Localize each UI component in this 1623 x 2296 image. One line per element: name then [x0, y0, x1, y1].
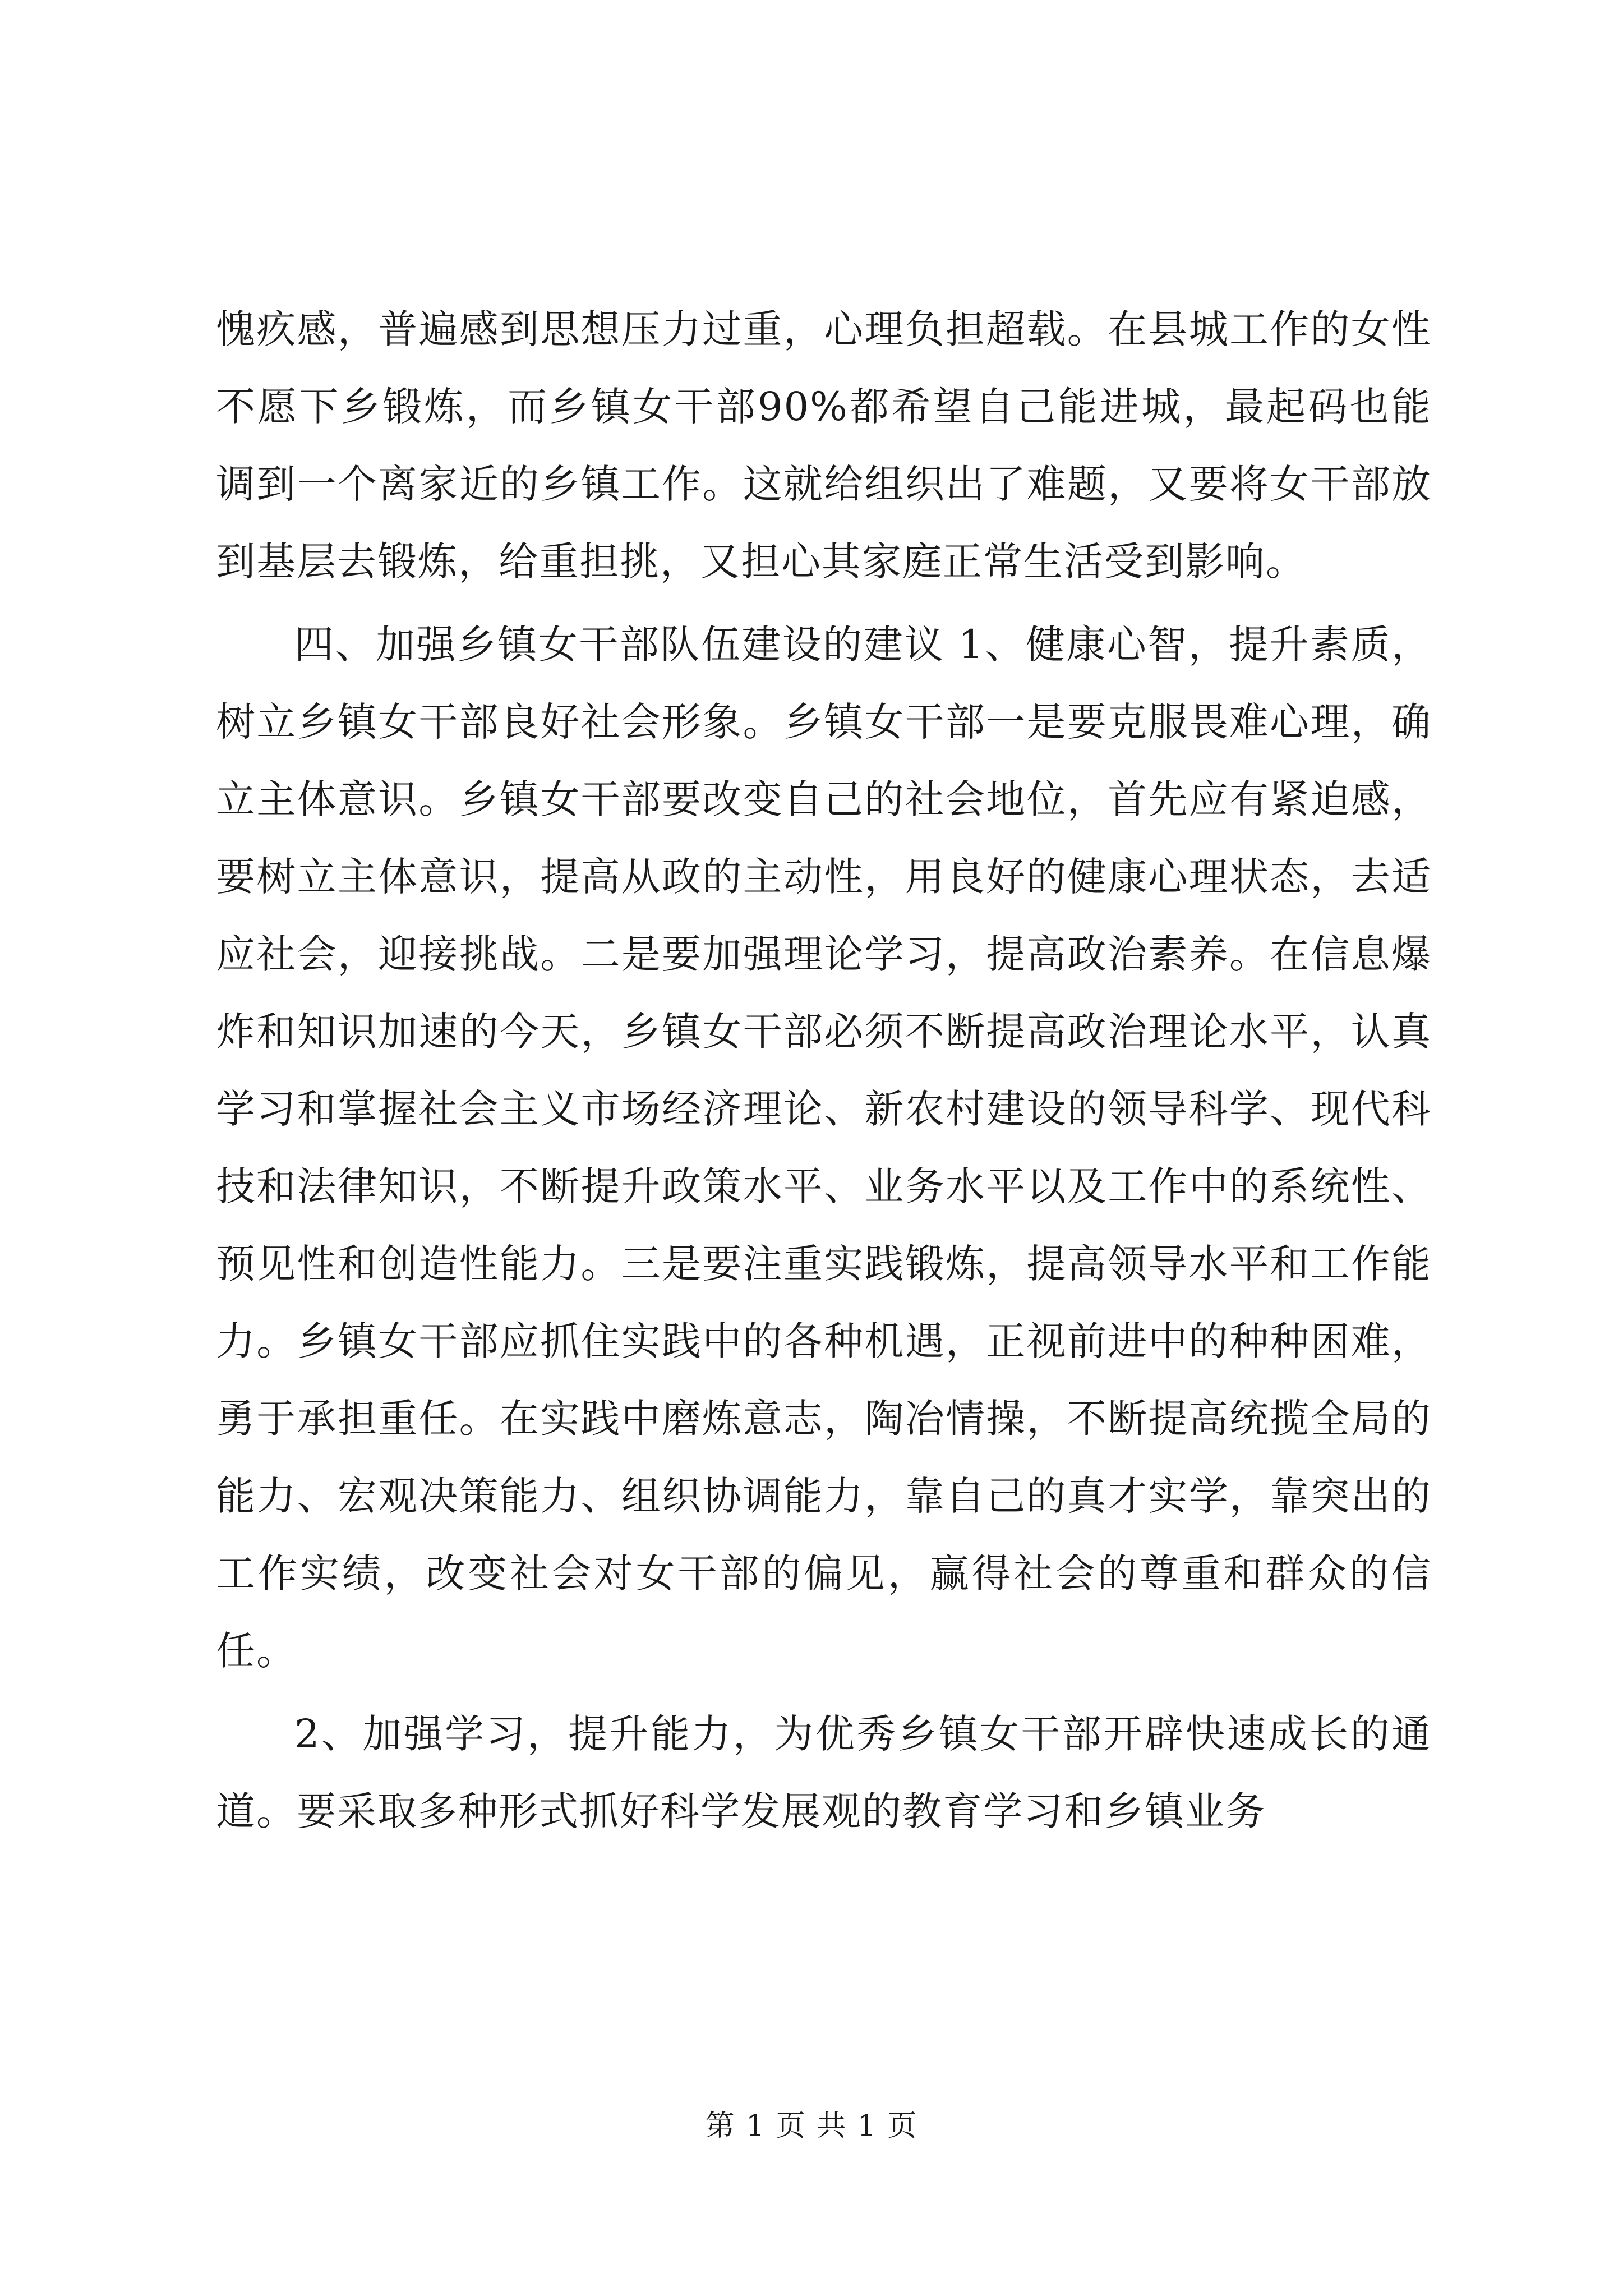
- paragraph-suggestions: 四、加强乡镇女干部队伍建设的建议 1、健康心智，提升素质，树立乡镇女干部良好社会形象。乡镇女干部一是要克服畏难心理，确立主体意识。乡镇女干部要改变自己的社会地位，首先应有紧迫感，要树立主体意识，提高从政的主动性，用良好的健康心理状态，去适应社会，迎接挑战。二是要加强理论学习，提高政治素养。在信息爆炸和知识加速的今天，乡镇女干部必须不断提高政治理论水平，认真学习和掌握社会主义市场经济理论、新农村建设的领导科学、现代科技和法律知识，不断提升政策水平、业务水平以及工作中的系统性、预见性和创造性能力。三是要注重实践锻炼，提高领导水平和工作能力。乡镇女干部应抓住实践中的各种机遇，正视前进中的种种困难，勇于承担重任。在实践中磨炼意志，陶冶情操，不断提高统揽全局的能力、宏观决策能力、组织协调能力，靠自己的真才实学，靠突出的工作实绩，改变社会对女干部的偏见，赢得社会的尊重和群众的信任。: [216, 622, 1432, 1674]
- paragraph-continuation: 愧疚感，普遍感到思想压力过重，心理负担超载。在县城工作的女性不愿下乡锻炼，而乡镇女干部90%都希望自己能进城，最起码也能调到一个离家近的乡镇工作。这就给组织出了难题，又要将女干部放到基层去锻炼，给重担挑，又担心其家庭正常生活受到影响。: [216, 306, 1432, 585]
- paragraph-learning: 2、加强学习，提升能力，为优秀乡镇女干部开辟快速成长的通道。要采取多种形式抓好科学发展观的教育学习和乡镇业务: [216, 1711, 1432, 1834]
- page-footer: 第 1 页 共 1 页: [705, 2109, 918, 2143]
- document-body: [216, 291, 1432, 1850]
